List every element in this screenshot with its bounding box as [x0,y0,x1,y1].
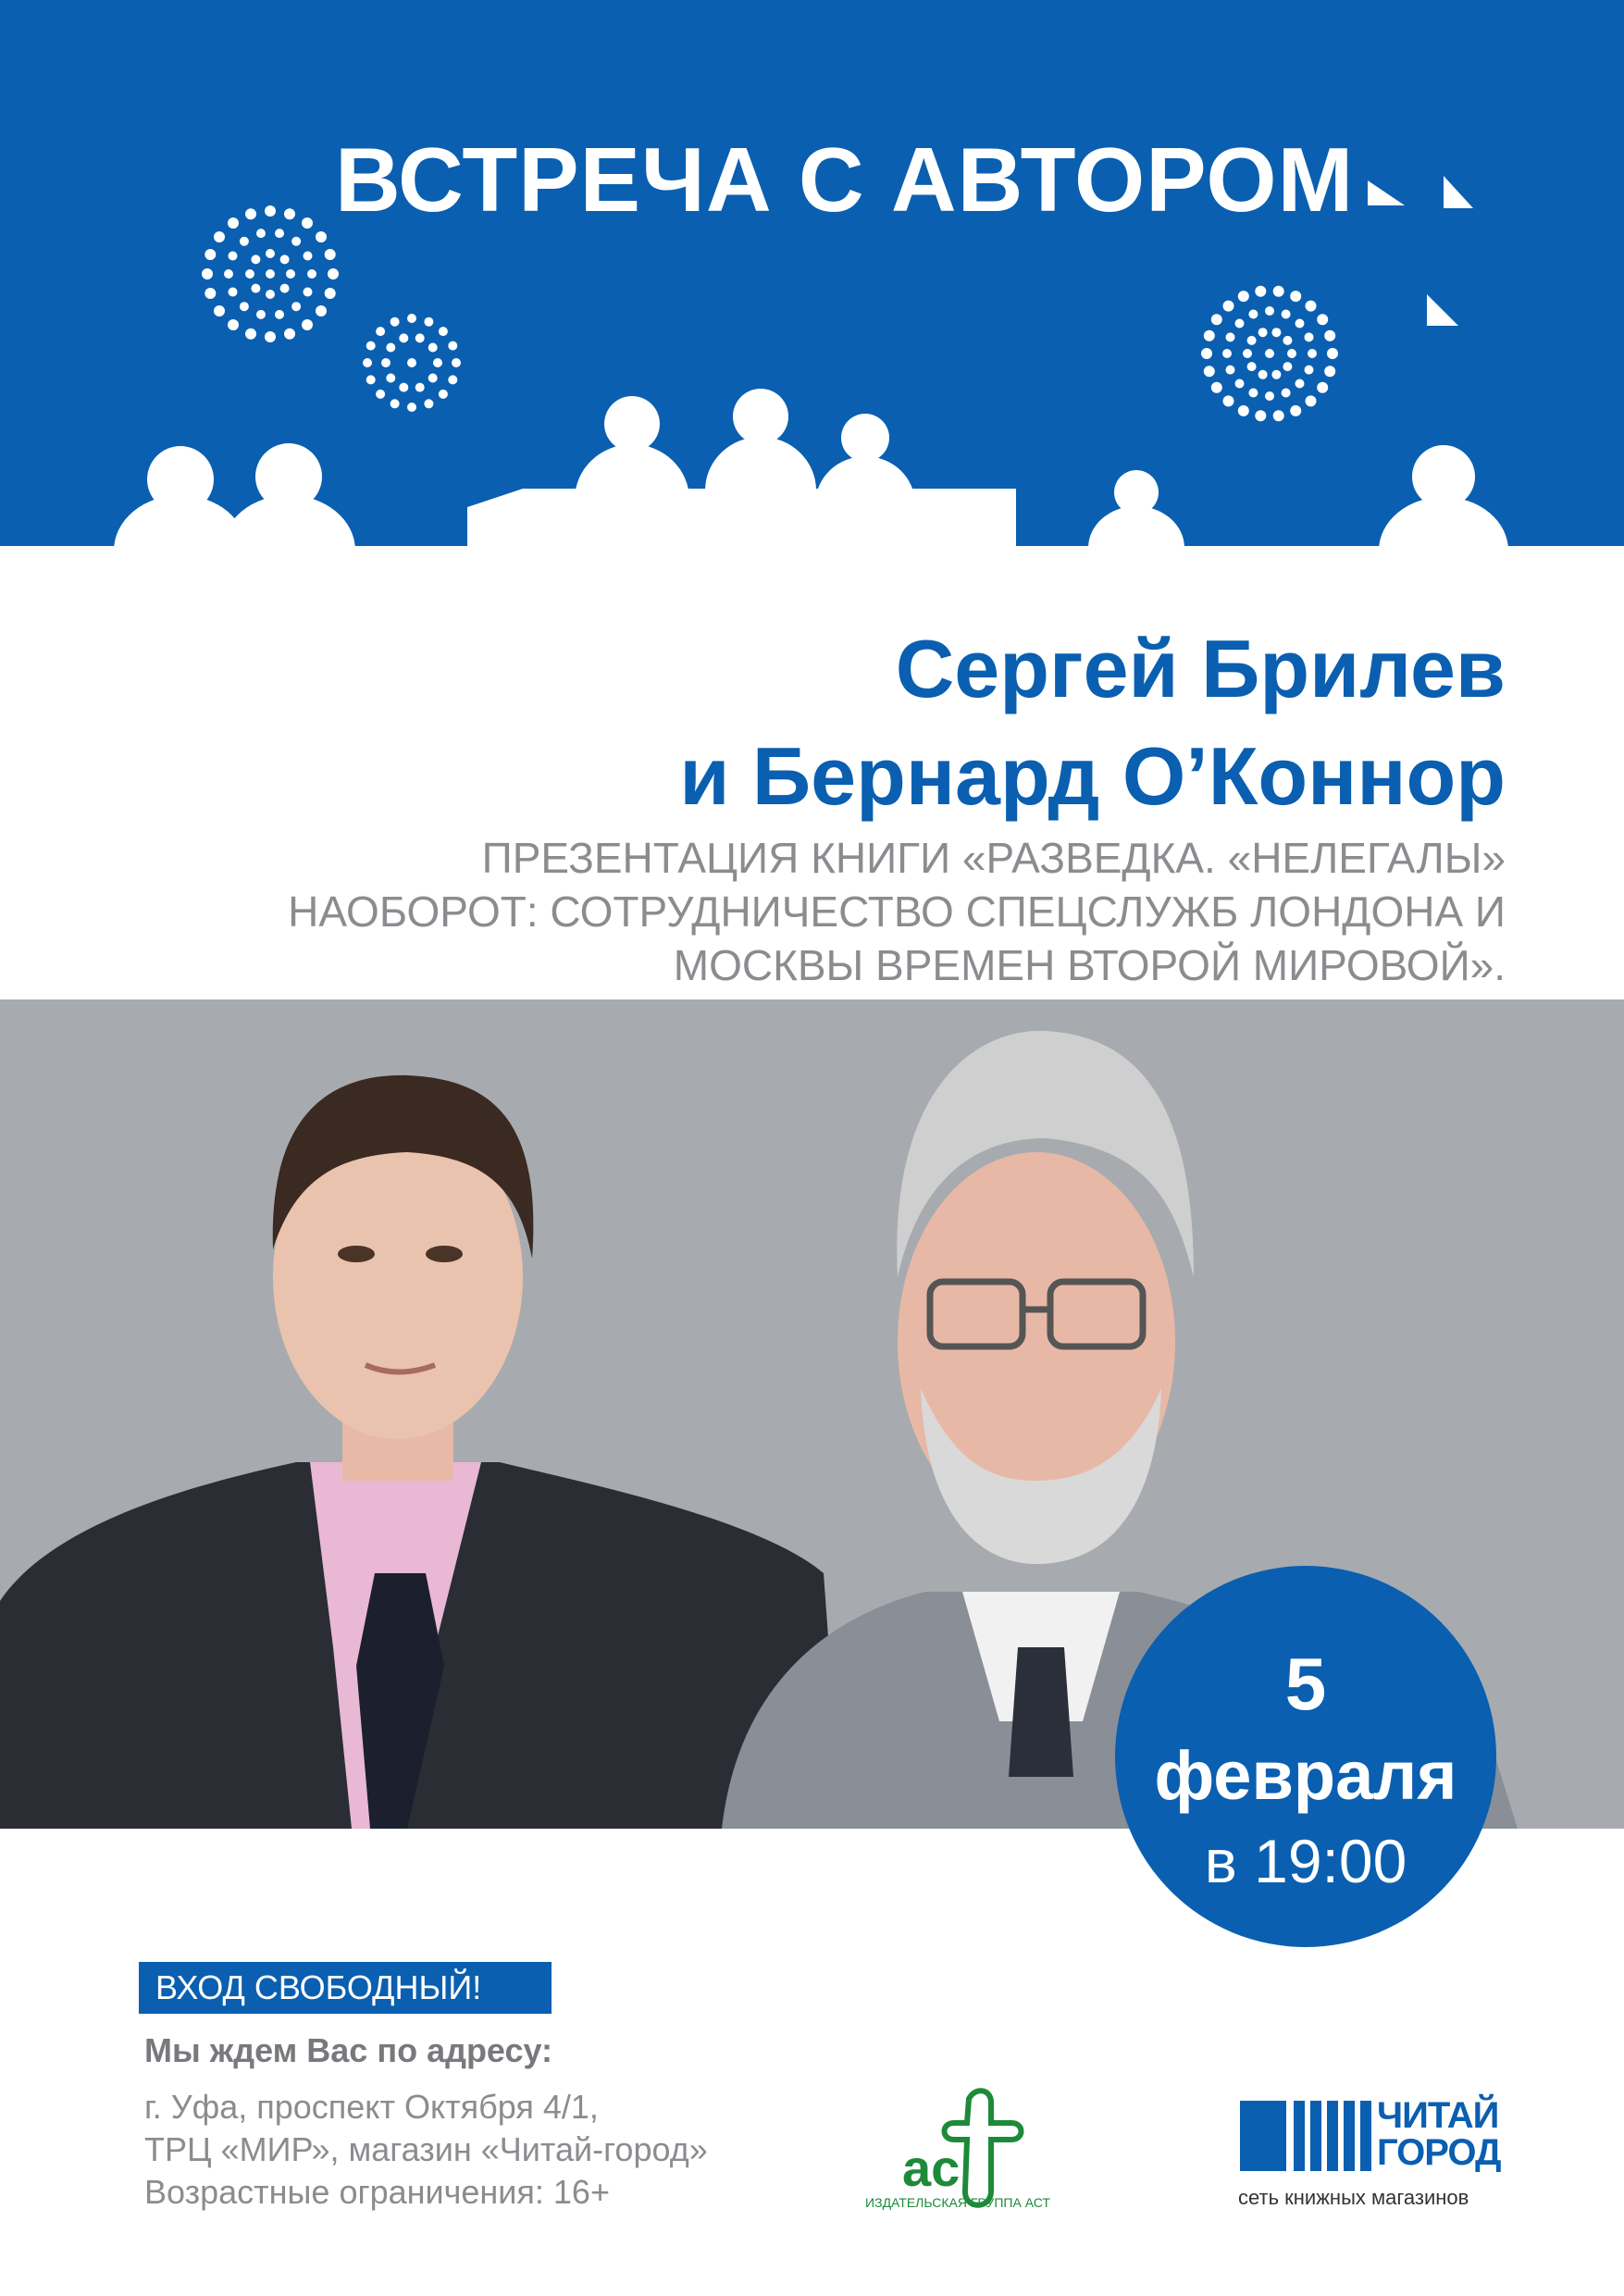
firework-dot [205,249,216,260]
firework-dot [386,374,395,383]
firework-dot [415,333,425,342]
ast-logo [865,2082,1050,2249]
firework-dot [1248,389,1258,398]
firework-dot [1211,382,1222,393]
age-restriction: Возрастные ограничения: 16+ [144,2173,610,2211]
firework-dot [325,288,336,299]
firework-dot [307,269,316,279]
firework-dot [424,317,433,327]
author-name-line: Сергей Брилев [895,623,1506,714]
firework-dot [1282,310,1291,319]
firework-dot [284,329,295,340]
address-line: ТРЦ «МИР», магазин «Читай-город» [144,2130,708,2168]
address-line: г. Уфа, проспект Октября 4/1, [144,2088,599,2126]
firework-icon [363,314,461,412]
firework-dot [1287,349,1296,358]
ast-logo-text: ac [902,2139,961,2197]
firework-dot [275,229,284,238]
firework-dot [214,231,225,242]
firework-dot [1247,336,1257,345]
firework-dot [1271,328,1281,337]
firework-dot [448,341,457,351]
triangle-decoration-icon [1427,294,1458,326]
firework-dot [1204,330,1215,341]
firework-dot [1201,348,1212,359]
firework-dot [291,302,301,311]
firework-dot [366,341,376,351]
firework-dot [433,358,442,367]
firework-dot [245,208,256,219]
firework-dot [366,375,376,384]
firework-dot [224,269,233,279]
chitai-logo-line: ЧИТАЙ [1377,2095,1499,2136]
firework-dot [391,399,400,408]
firework-dot [1235,319,1245,329]
event-date-badge [1115,1566,1496,1947]
firework-dot [291,237,301,246]
chitai-gorod-logo-icon [1240,2101,1371,2171]
header-decoration [0,0,1624,555]
firework-dot [1324,330,1335,341]
firework-dot [280,284,290,293]
firework-dot [1327,348,1338,359]
firework-dot [228,217,239,229]
firework-dot [1223,301,1234,312]
ast-caption: ИЗДАТЕЛЬСКАЯ ГРУППА АСТ [865,2195,1050,2210]
firework-dot [1204,366,1215,377]
firework-dot [399,383,408,392]
firework-dot [245,269,254,279]
firework-dot [256,310,266,319]
author-name-line: и Бернард О’Коннор [679,730,1506,822]
firework-dot [265,331,276,342]
firework-dot [286,269,295,279]
firework-dot [251,254,260,264]
firework-dot [1235,379,1245,389]
firework-dot [202,268,213,279]
firework-dot [302,217,313,229]
firework-dot [1226,366,1235,375]
firework-icon [202,205,339,342]
firework-dot [265,205,276,217]
book-description-line: НАОБОРОТ: СОТРУДНИЧЕСТВО СПЕЦСЛУЖБ ЛОНДОНА И [288,887,1506,936]
event-day: 5 [1284,1643,1327,1725]
firework-dot [1305,332,1314,341]
firework-dot [1243,349,1252,358]
firework-dot [256,229,266,238]
firework-dot [280,254,290,264]
firework-dot [304,252,313,261]
firework-dot [229,288,238,297]
book-description-line: МОСКВЫ ВРЕМЕН ВТОРОЙ МИРОВОЙ». [673,941,1506,989]
address-heading: Мы ждем Вас по адресу: [144,2031,553,2069]
firework-dot [1295,319,1305,329]
firework-dot [391,317,400,327]
firework-dot [275,310,284,319]
firework-dot [302,319,313,330]
firework-dot [1290,405,1301,416]
firework-dot [1282,389,1291,398]
firework-dot [1211,314,1222,325]
firework-dot [448,375,457,384]
firework-dot [240,237,249,246]
firework-dot [1258,370,1268,379]
firework-dot [1283,336,1292,345]
firework-dot [1265,306,1274,316]
event-title: ВСТРЕЧА С АВТОРОМ [335,129,1355,230]
firework-dot [399,333,408,342]
firework-dot [1247,362,1257,371]
chitai-logo-line: ГОРОД [1377,2132,1501,2173]
firework-dot [424,399,433,408]
triangle-decoration-icon [1444,176,1473,208]
firework-dot [1306,395,1317,406]
chitai-gorod-caption: сеть книжных магазинов [1238,2186,1469,2209]
firework-dot [415,383,425,392]
portrait-sergey-brilev [0,1075,842,1829]
firework-dot [1248,310,1258,319]
firework-dot [1223,395,1234,406]
firework-dot [284,208,295,219]
firework-dot [316,231,327,242]
firework-dot [1255,410,1266,421]
address-block [144,2086,708,2214]
triangle-decoration-icon [1368,180,1405,205]
firework-dot [205,288,216,299]
firework-dot [363,358,372,367]
firework-dot [240,302,249,311]
firework-dot [1226,332,1235,341]
firework-dot [1258,328,1268,337]
firework-icon [1201,286,1338,422]
firework-dot [428,343,438,353]
chitai-gorod-logo-text [1377,2097,1501,2171]
free-entry-label: ВХОД СВОБОДНЫЙ! [139,1962,552,2014]
firework-dot [1295,379,1305,389]
book-description [288,831,1506,992]
event-month: февраля [1154,1737,1457,1814]
firework-dot [407,314,416,323]
firework-dot [328,268,339,279]
firework-dot [1255,286,1266,297]
firework-dot [228,319,239,330]
firework-dot [316,305,327,316]
firework-dot [251,284,260,293]
firework-dot [1283,362,1292,371]
firework-dot [1290,291,1301,302]
firework-dot [1308,349,1317,358]
firework-dot [439,390,448,399]
firework-dot [229,252,238,261]
firework-dot [1265,391,1274,401]
firework-dot [381,358,391,367]
firework-dot [1273,410,1284,421]
firework-dot [266,249,275,258]
firework-dot [439,327,448,336]
firework-dot [428,374,438,383]
firework-dot [325,249,336,260]
firework-dot [1273,286,1284,297]
book-description-line: ПРЕЗЕНТАЦИЯ КНИГИ «РАЗВЕДКА. «НЕЛЕГАЛЫ» [481,834,1506,882]
firework-dot [1306,301,1317,312]
firework-dot [407,403,416,412]
firework-dot [376,390,385,399]
firework-dot [214,305,225,316]
firework-dot [376,327,385,336]
firework-dot [1238,405,1249,416]
event-time: в 19:00 [1204,1827,1407,1895]
firework-dot [266,290,275,299]
firework-dot [1305,366,1314,375]
firework-dot [1222,349,1232,358]
firework-dot [304,288,313,297]
firework-dot [1271,370,1281,379]
firework-dot [1317,314,1328,325]
firework-dot [245,329,256,340]
author-names [679,615,1506,830]
firework-dot [1317,382,1328,393]
firework-dot [1238,291,1249,302]
firework-dot [386,343,395,353]
firework-dot [452,358,461,367]
firework-dot [1324,366,1335,377]
